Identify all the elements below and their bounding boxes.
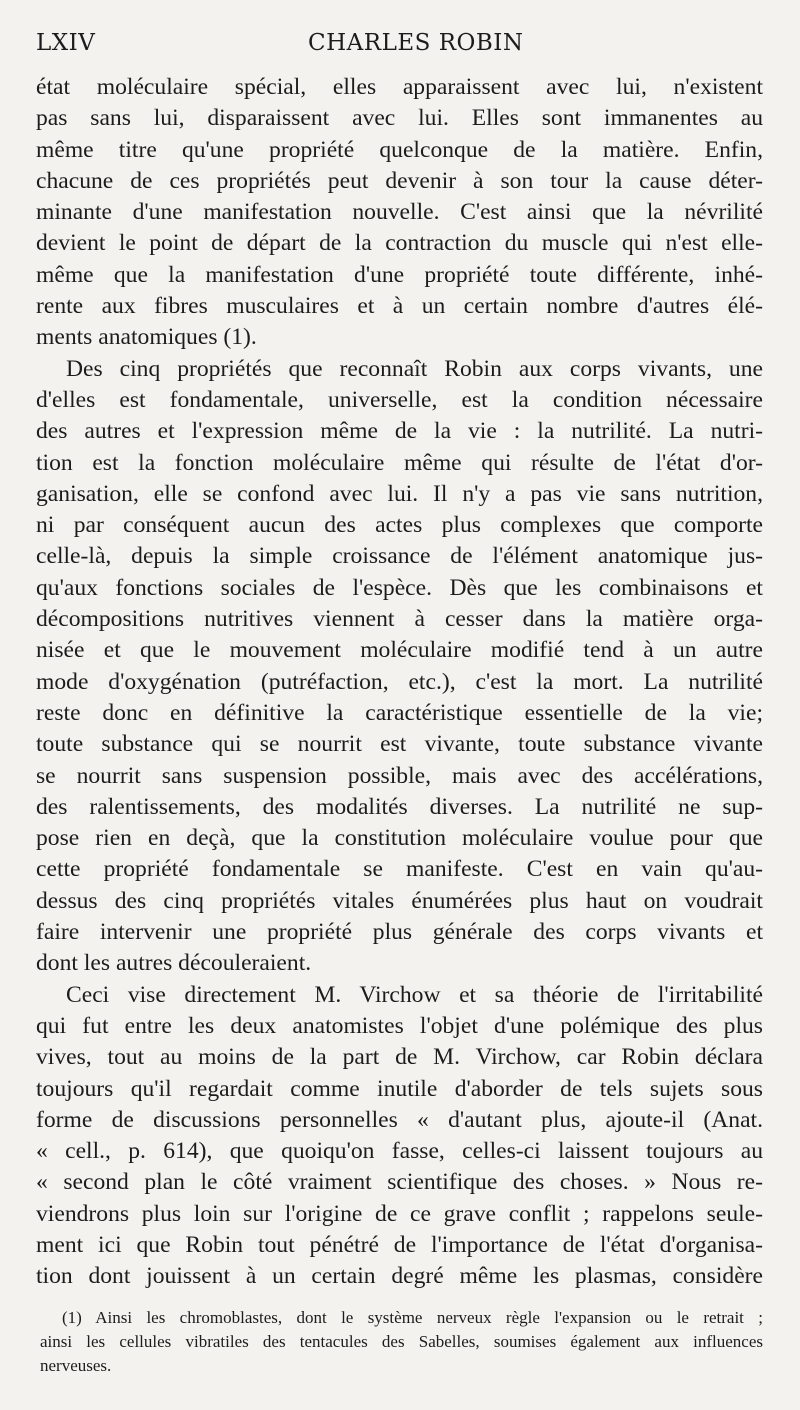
body-line: viendrons plus loin sur l'origine de ce grave conflit ; rappelons seule-: [36, 1200, 763, 1227]
body-line: forme de discussions personnelles « d'autant plus, ajoute-il (Anat.: [36, 1106, 763, 1133]
body-line: d'elles est fondamentale, universelle, est la condition nécessaire: [36, 386, 763, 413]
body-line: minante d'une manifestation nouvelle. C'est ainsi que la névrilité: [36, 199, 763, 226]
body-line: tion est la fonction moléculaire même qui résulte de l'état d'or-: [36, 449, 763, 476]
body-line: des ralentissements, des modalités diverses. La nutrilité ne sup-: [36, 793, 763, 820]
body-text: [36, 72, 763, 1293]
body-line: Ceci vise directement M. Virchow et sa théorie de l'irritabilité: [66, 981, 763, 1008]
body-line: mode d'oxygénation (putréfaction, etc.), c'est la mort. La nutrilité: [36, 668, 763, 695]
running-head: CHARLES ROBIN: [308, 30, 524, 56]
body-line: ment ici que Robin tout pénétré de l'importance de l'état d'organisa-: [36, 1231, 763, 1258]
body-line: des autres et l'expression même de la vie : la nutrilité. La nutri-: [36, 418, 763, 445]
body-line: se nourrit sans suspension possible, mais avec des accélérations,: [36, 762, 763, 789]
body-line: pose rien en deçà, que la constitution moléculaire voulue pour que: [36, 825, 763, 852]
body-line: ni par conséquent aucun des actes plus complexes que comporte: [36, 512, 763, 539]
body-line: ments anatomiques (1).: [36, 324, 257, 351]
body-line: « second plan le côté vraiment scientifique des choses. » Nous re-: [36, 1169, 763, 1196]
body-line: tion dont jouissent à un certain degré même les plasmas, considère: [36, 1263, 763, 1290]
body-line: chacune de ces propriétés peut devenir à son tour la cause déter-: [36, 167, 763, 194]
body-line: rente aux fibres musculaires et à un certain nombre d'autres élé-: [36, 293, 763, 320]
body-line: vives, tout au moins de la part de M. Virchow, car Robin déclara: [36, 1044, 763, 1071]
body-line: faire intervenir une propriété plus générale des corps vivants et: [36, 919, 763, 946]
body-line: devient le point de départ de la contraction du muscle qui n'est elle-: [36, 230, 763, 257]
page-header: [36, 30, 764, 62]
body-line: reste donc en définitive la caractéristique essentielle de la vie;: [36, 699, 763, 726]
body-line: même titre qu'une propriété quelconque de la matière. Enfin,: [36, 136, 763, 163]
body-line: « cell., p. 614), que quoiqu'on fasse, celles-ci laissent toujours au: [36, 1138, 763, 1165]
body-line: celle-là, depuis la simple croissance de l'élément anatomique jus-: [36, 543, 763, 570]
body-line: qui fut entre les deux anatomistes l'objet d'une polémique des plus: [36, 1012, 763, 1039]
footnote-line: (1) Ainsi les chromoblastes, dont le système nerveux règle l'expansion ou le retrait ;: [62, 1308, 763, 1327]
body-line: toujours qu'il regardait comme inutile d'aborder de tels sujets sous: [36, 1075, 763, 1102]
body-line: ganisation, elle se confond avec lui. Il n'y a pas vie sans nutrition,: [36, 480, 763, 507]
body-line: dessus des cinq propriétés vitales énumérées plus haut on voudrait: [36, 887, 763, 914]
body-line: Des cinq propriétés que reconnaît Robin aux corps vivants, une: [66, 355, 763, 382]
footnote-line: ainsi les cellules vibratiles des tentacules des Sabelles, soumises également aux influences: [40, 1332, 763, 1351]
body-line: même que la manifestation d'une propriété toute différente, inhé-: [36, 261, 763, 288]
body-line: dont les autres découleraient.: [36, 950, 312, 977]
body-line: toute substance qui se nourrit est vivante, toute substance vivante: [36, 731, 763, 758]
body-line: cette propriété fondamentale se manifeste. C'est en vain qu'au-: [36, 856, 763, 883]
page-number: LXIV: [36, 30, 96, 56]
body-line: qu'aux fonctions sociales de l'espèce. Dès que les combinaisons et: [36, 574, 763, 601]
body-line: état moléculaire spécial, elles apparaissent avec lui, n'existent: [36, 74, 763, 100]
body-line: décompositions nutritives viennent à cesser dans la matière orga-: [36, 606, 763, 633]
footnote-line: nerveuses.: [40, 1356, 112, 1375]
body-line: nisée et que le mouvement moléculaire modifié tend à un autre: [36, 637, 763, 664]
footnotes: [40, 1306, 763, 1378]
body-line: pas sans lui, disparaissent avec lui. Elles sont immanentes au: [36, 105, 763, 132]
